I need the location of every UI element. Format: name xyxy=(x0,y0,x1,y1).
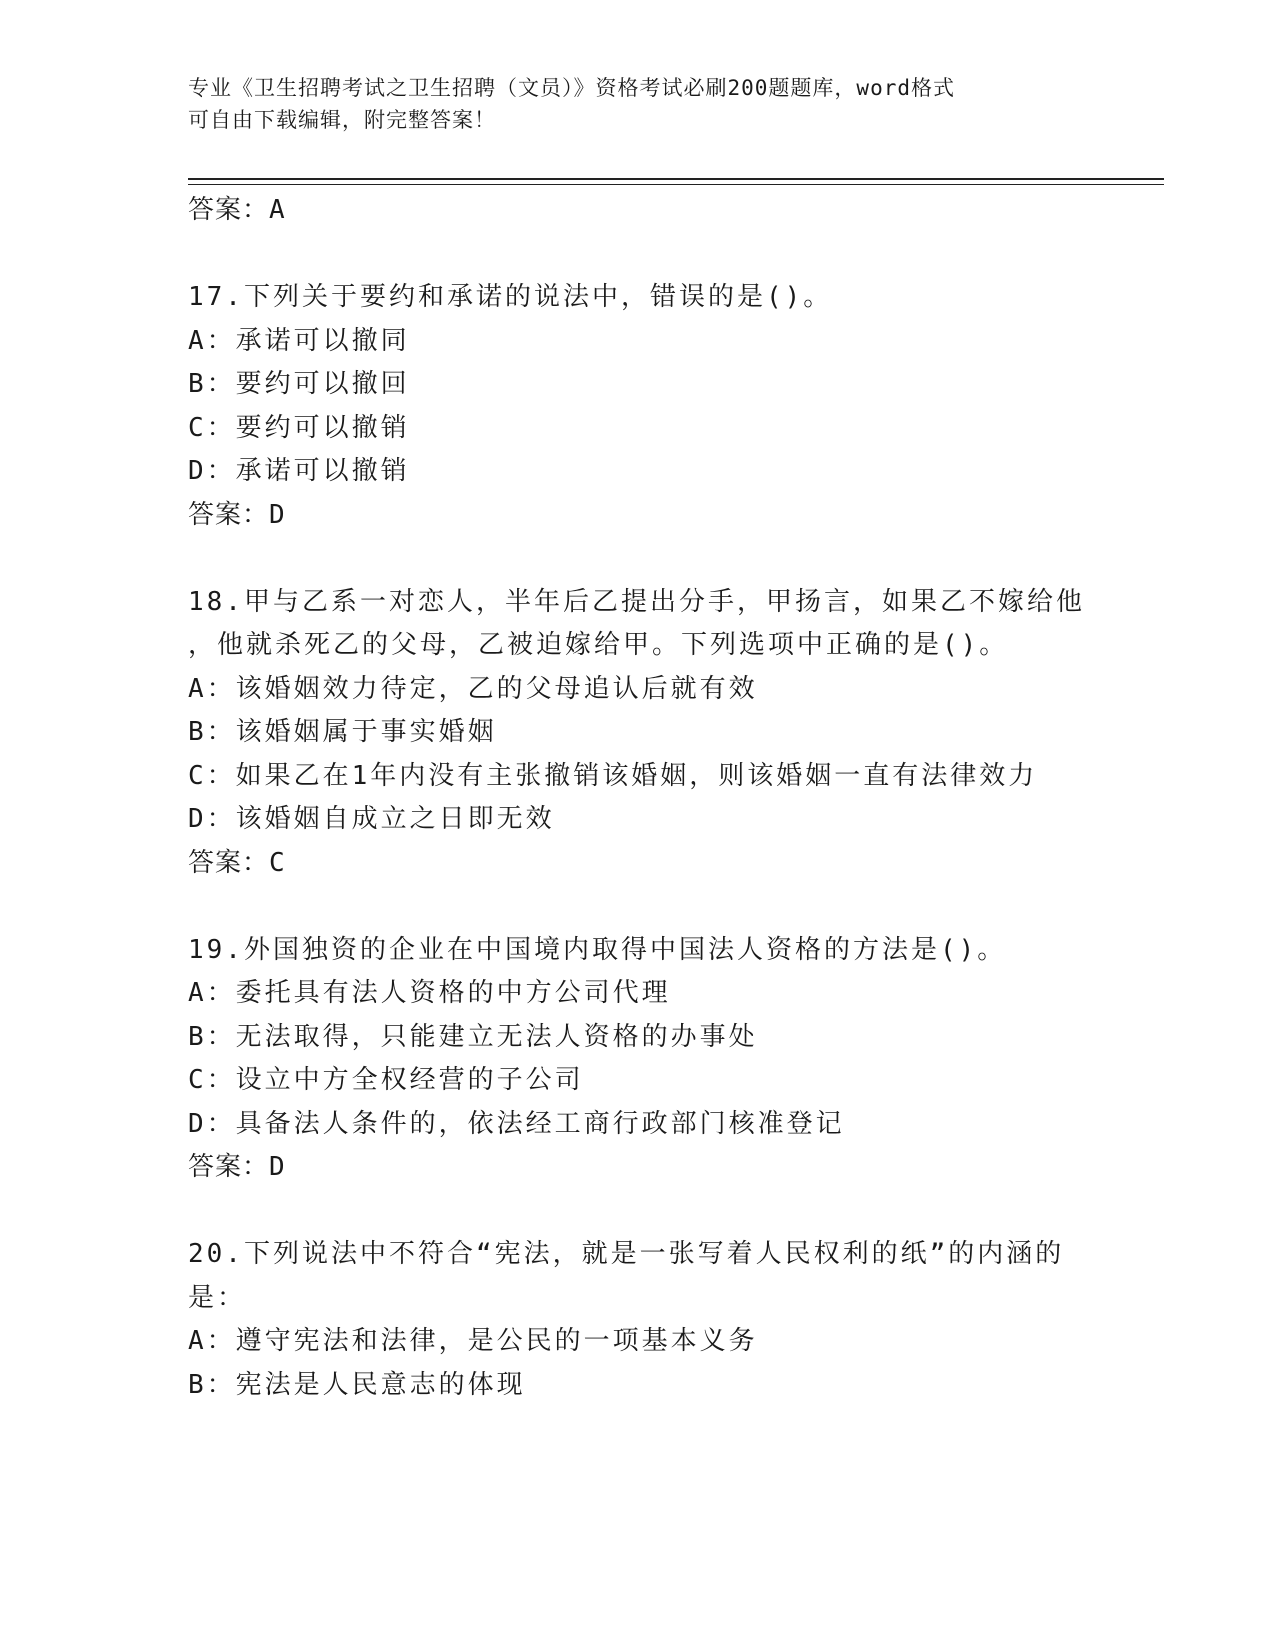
header-rule-thin xyxy=(188,184,1164,185)
question-18-option-a: A：该婚姻效力待定，乙的父母追认后就有效 xyxy=(188,674,758,704)
question-19-answer: 答案：D xyxy=(188,1152,286,1182)
header-line-2: 可自由下载编辑，附完整答案！ xyxy=(188,108,496,132)
question-17-option-d: D：承诺可以撤销 xyxy=(188,456,410,486)
question-20-stem-line-2: 是： xyxy=(188,1283,247,1313)
question-18-answer: 答案：C xyxy=(188,848,286,878)
header-rule-thick xyxy=(188,178,1164,180)
question-20-option-a: A：遵守宪法和法律，是公民的一项基本义务 xyxy=(188,1326,758,1356)
question-19-option-a: A：委托具有法人资格的中方公司代理 xyxy=(188,978,671,1008)
question-18-option-d: D：该婚姻自成立之日即无效 xyxy=(188,804,555,834)
question-18-option-c: C：如果乙在1年内没有主张撤销该婚姻，则该婚姻一直有法律效力 xyxy=(188,761,1038,791)
question-18-stem-line-1: 18.甲与乙系一对恋人，半年后乙提出分手，甲扬言，如果乙不嫁给他 xyxy=(188,587,1085,617)
question-18-option-b: B：该婚姻属于事实婚姻 xyxy=(188,717,497,747)
question-20-option-b: B：宪法是人民意志的体现 xyxy=(188,1370,526,1400)
question-17-option-a: A：承诺可以撤同 xyxy=(188,326,410,356)
question-17-option-b: B：要约可以撤回 xyxy=(188,369,410,399)
question-18-stem-line-2: ，他就杀死乙的父母，乙被迫嫁给甲。下列选项中正确的是()。 xyxy=(188,630,1009,660)
question-17-option-c: C：要约可以撤销 xyxy=(188,413,410,443)
question-19-option-b: B：无法取得，只能建立无法人资格的办事处 xyxy=(188,1022,758,1052)
question-17-answer: 答案：D xyxy=(188,500,286,530)
answer-previous: 答案：A xyxy=(188,195,286,225)
document-header xyxy=(188,72,1088,136)
question-19-option-c: C：设立中方全权经营的子公司 xyxy=(188,1065,584,1095)
question-19-option-d: D：具备法人条件的，依法经工商行政部门核准登记 xyxy=(188,1109,845,1139)
question-20-stem-line-1: 20.下列说法中不符合“宪法，就是一张写着人民权利的纸”的内涵的 xyxy=(188,1239,1065,1269)
header-line-1: 专业《卫生招聘考试之卫生招聘（文员）》资格考试必刷200题题库，word格式 xyxy=(188,76,955,100)
question-19-stem: 19.外国独资的企业在中国境内取得中国法人资格的方法是()。 xyxy=(188,935,1007,965)
question-17-stem: 17.下列关于要约和承诺的说法中，错误的是()。 xyxy=(188,282,833,312)
